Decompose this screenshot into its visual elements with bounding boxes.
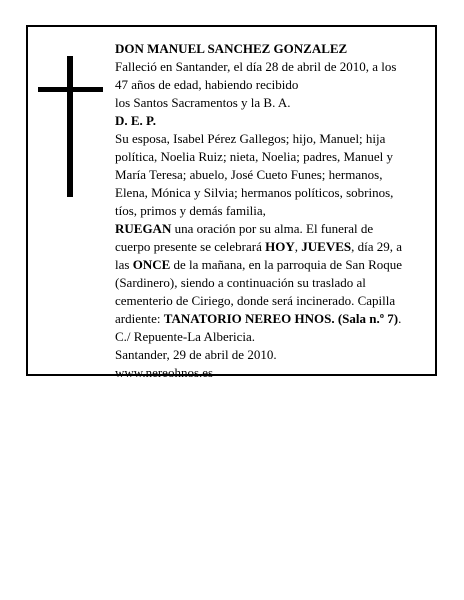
text-segment: política, Noelia Ruiz; nieta, Noelia; padres, Manuel y [115,149,393,164]
text-segment: 47 años de edad, habiendo recibido [115,77,299,92]
text-line [115,148,415,166]
bold-text: JUEVES [301,239,352,254]
bold-text: RUEGAN [115,221,172,236]
text-segment: , [294,239,302,254]
text-line [115,256,415,274]
cross-vertical-bar [67,56,73,197]
text-line [115,310,415,328]
text-segment: ardiente: [115,311,164,326]
text-segment: cementerio de Ciriego, donde será incinerado. Capilla [115,293,396,308]
cross-horizontal-bar [38,87,103,92]
text-line [115,112,415,130]
text-segment: cuerpo presente se celebrará [115,239,266,254]
text-line [115,328,415,346]
text-line [115,220,415,238]
text-segment: los Santos Sacramentos y la B. A. [115,95,291,110]
bold-text: DON MANUEL SANCHEZ GONZALEZ [115,41,348,56]
text-segment: una oración por su alma. El funeral de [171,221,374,236]
text-line [115,94,415,112]
text-segment: Elena, Mónica y Silvia; hermanos políticos, sobrinos, [115,185,394,200]
text-line [115,364,415,382]
obituary-notice [26,25,437,380]
text-line [115,346,415,364]
bold-text: HOY [265,239,295,254]
text-line [115,58,415,76]
text-line [115,166,415,184]
text-segment: C./ Repuente-La Albericia. [115,329,256,344]
text-segment: (Sardinero), siendo a continuación su traslado al [115,275,366,290]
text-line [115,184,415,202]
text-segment: . [398,311,402,326]
text-segment: , día 29, a [351,239,403,254]
text-segment: tíos, primos y demás familia, [115,203,266,218]
text-segment: Falleció en Santander, el día 28 de abril de 2010, a los [115,59,397,74]
text-line [115,292,415,310]
bold-text: ONCE [132,257,171,272]
text-segment: www.nereohnos.es [115,365,214,380]
text-segment: Santander, 29 de abril de 2010. [115,347,277,362]
text-line [115,40,415,58]
text-line [115,274,415,292]
text-segment: María Teresa; abuelo, José Cueto Funes; hermanos, [115,167,383,182]
text-segment: de la mañana, en la parroquia de San Roque [170,257,403,272]
text-line [115,238,415,256]
text-line [115,76,415,94]
text-segment: las [115,257,133,272]
text-segment: Su esposa, Isabel Pérez Gallegos; hijo, Manuel; hija [115,131,386,146]
bold-text: TANATORIO NEREO HNOS. (Sala n.º 7) [163,311,399,326]
text-line [115,202,415,220]
text-line [115,130,415,148]
bold-text: D. E. P. [115,113,157,128]
obituary-text [115,40,415,382]
